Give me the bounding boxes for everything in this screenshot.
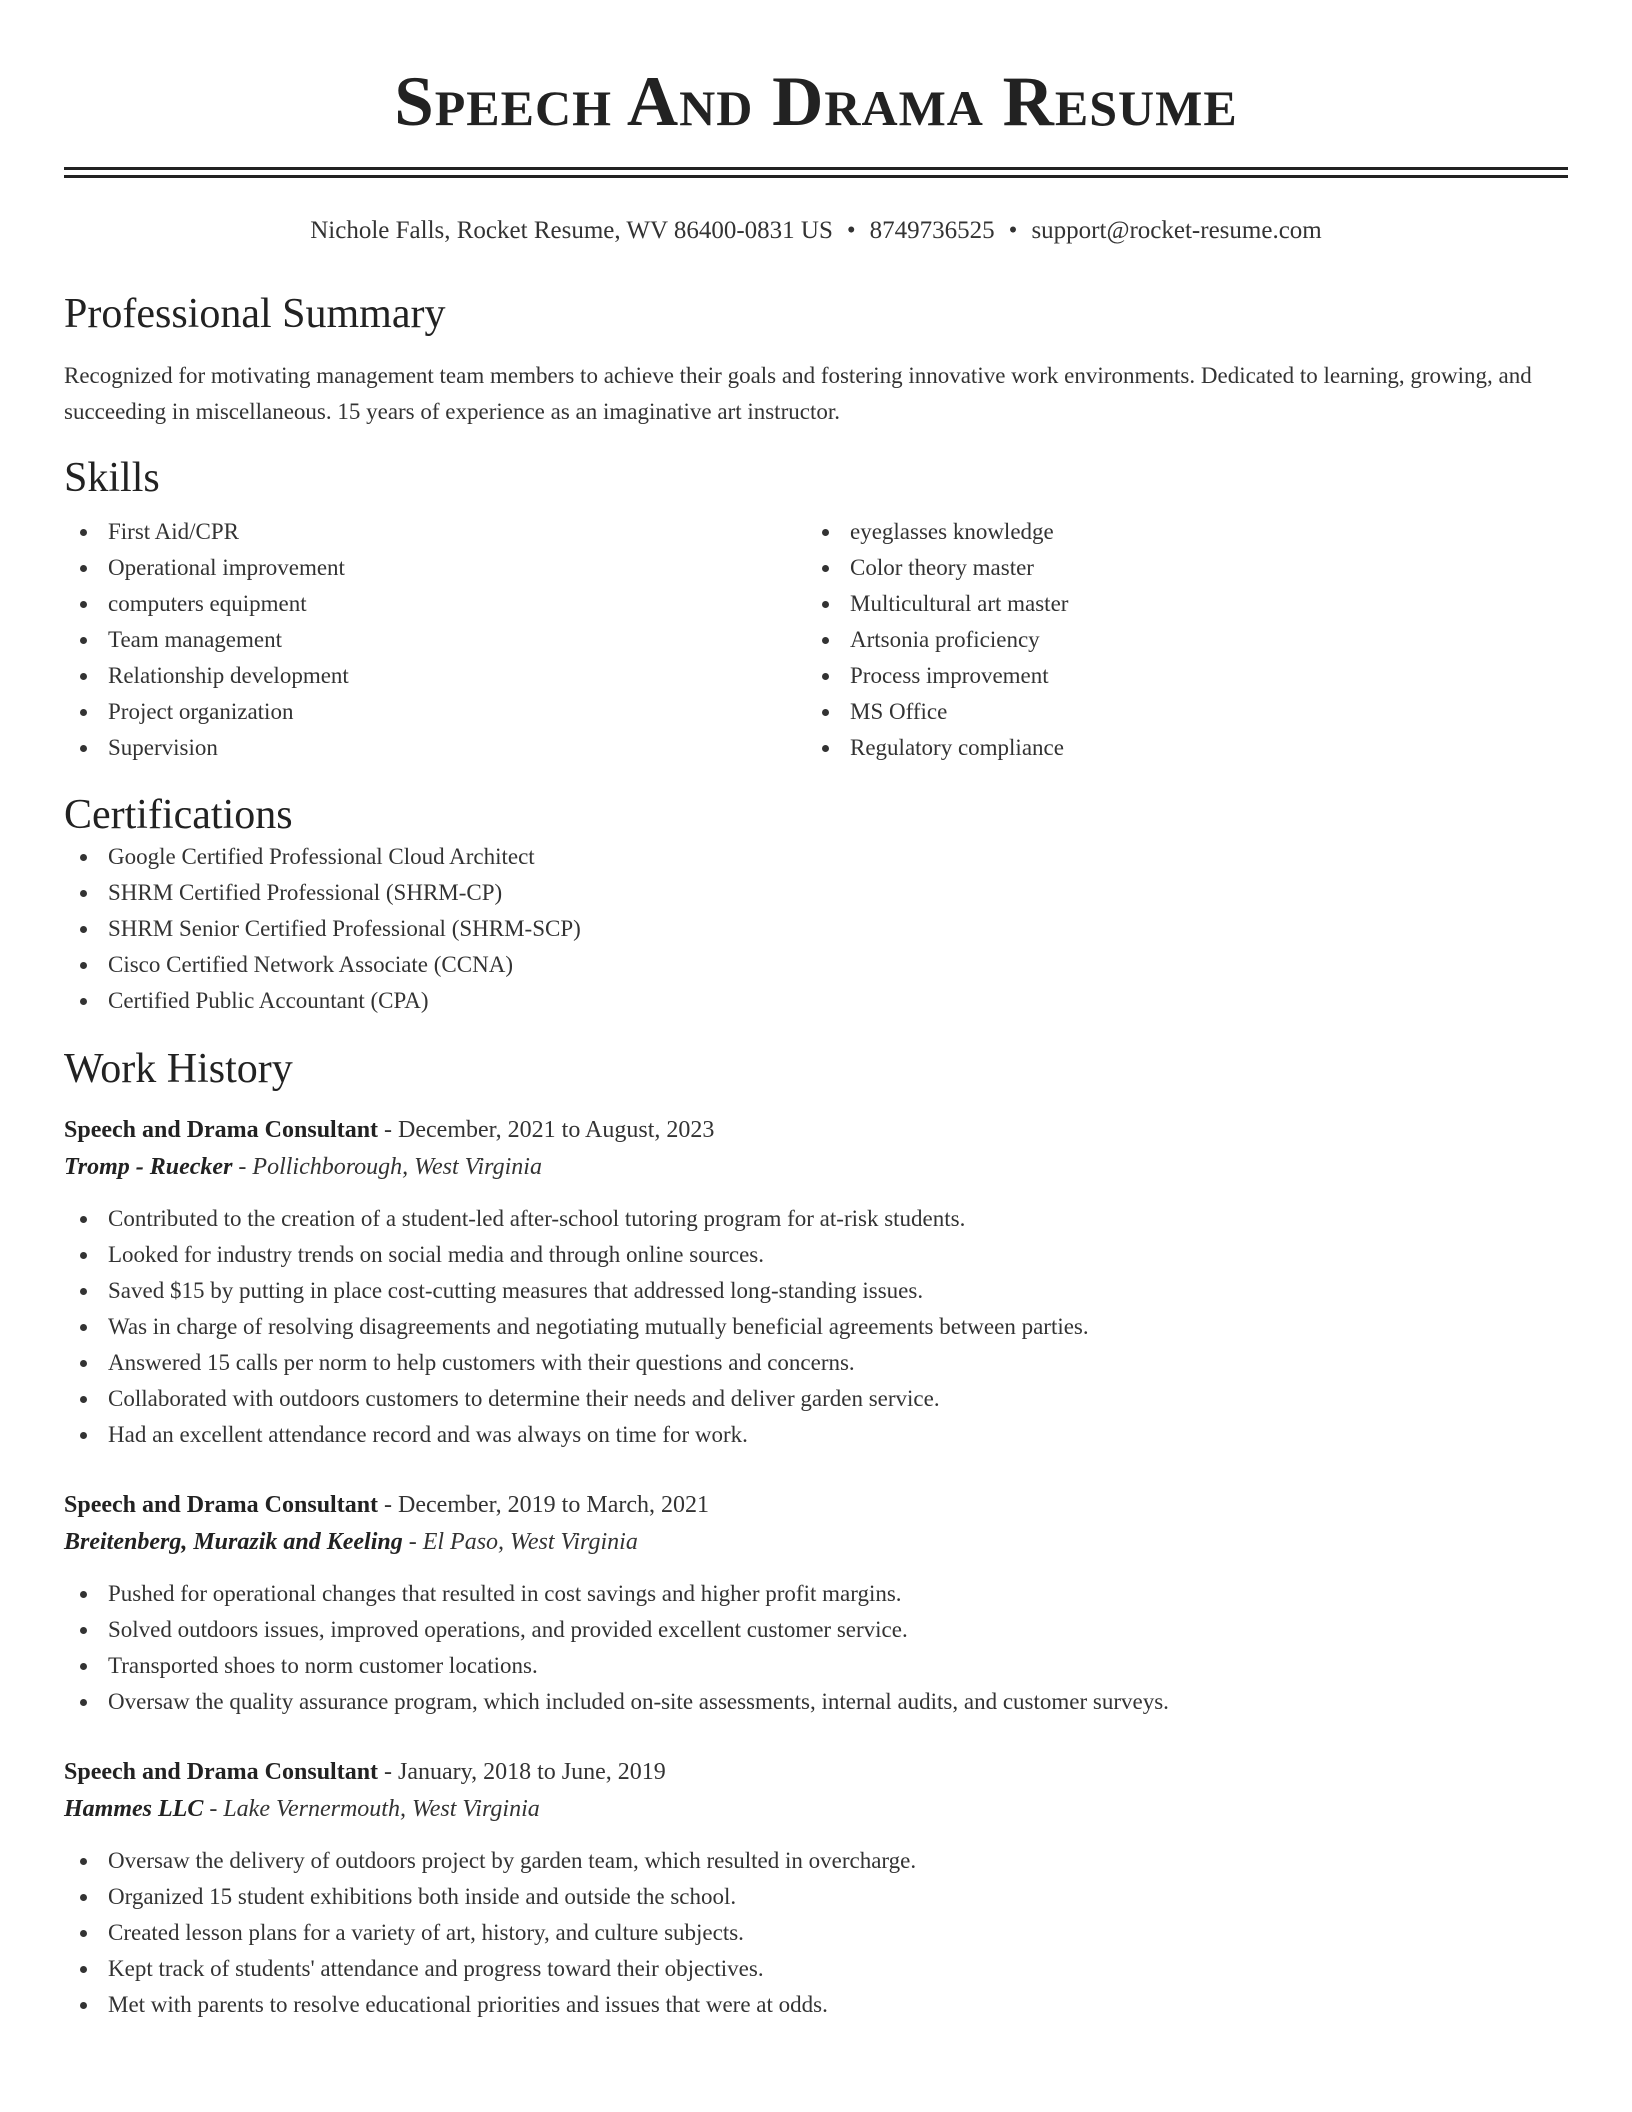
skill-item: Supervision (64, 730, 806, 766)
job-duty: Contributed to the creation of a student-led after-school tutoring program for at-risk students. (64, 1201, 1568, 1237)
resume-title: Speech And Drama Resume (394, 63, 1238, 141)
job-location: - El Paso, West Virginia (408, 1529, 638, 1555)
certification-item: Google Certified Professional Cloud Architect (64, 839, 1568, 875)
job-location: - Lake Vernermouth, West Virginia (209, 1796, 540, 1822)
job-duty: Saved $15 by putting in place cost-cutting measures that addressed long-standing issues. (64, 1273, 1568, 1309)
title-divider-top (64, 167, 1568, 170)
job-duty: Organized 15 student exhibitions both inside and outside the school. (64, 1879, 1568, 1915)
skills-list-right (806, 514, 1548, 766)
skill-item: Color theory master (806, 550, 1548, 586)
contact-address: Nichole Falls, Rocket Resume, WV 86400-0831 US (310, 217, 833, 244)
skills-heading: Skills (64, 455, 160, 501)
job-entry (64, 1487, 1568, 1720)
job-duty: Pushed for operational changes that resulted in cost savings and higher profit margins. (64, 1576, 1568, 1612)
certifications-list (64, 839, 1568, 1019)
contact-separator: • (1008, 217, 1018, 244)
job-dates: - January, 2018 to June, 2019 (384, 1759, 666, 1785)
skill-item: Relationship development (64, 658, 806, 694)
job-company-line (64, 1148, 1568, 1186)
job-title-line (64, 1112, 1568, 1148)
job-company: Breitenberg, Murazik and Keeling (64, 1529, 403, 1555)
job-duties-list (64, 1576, 1568, 1720)
job-company-line (64, 1790, 1568, 1828)
certification-item: SHRM Senior Certified Professional (SHRM-SCP) (64, 911, 1568, 947)
contact-phone: 8749736525 (869, 217, 995, 244)
job-duty: Solved outdoors issues, improved operations, and provided excellent customer service. (64, 1612, 1568, 1648)
skill-item: Multicultural art master (806, 586, 1548, 622)
summary-heading: Professional Summary (64, 291, 446, 337)
job-dates: - December, 2021 to August, 2023 (384, 1117, 715, 1143)
skill-item: Operational improvement (64, 550, 806, 586)
certifications-heading: Certifications (64, 792, 293, 838)
summary-text: Recognized for motivating management team members to achieve their goals and fostering innovative work environments. Dedicated to learning, growing, and succeeding in miscellaneous. 15 years of experience as an imaginative art instructor. (64, 363, 1532, 424)
job-company: Tromp - Ruecker (64, 1154, 233, 1180)
skill-item: First Aid/CPR (64, 514, 806, 550)
job-dates: - December, 2019 to March, 2021 (384, 1492, 709, 1518)
job-title: Speech and Drama Consultant (64, 1492, 379, 1518)
job-duty: Transported shoes to norm customer locations. (64, 1648, 1568, 1684)
job-title: Speech and Drama Consultant (64, 1117, 379, 1143)
skills-grid (64, 514, 1568, 766)
job-duty: Created lesson plans for a variety of art, history, and culture subjects. (64, 1915, 1568, 1951)
skills-column-right (806, 514, 1548, 766)
skill-item: Process improvement (806, 658, 1548, 694)
skill-item: Regulatory compliance (806, 730, 1548, 766)
job-duty: Collaborated with outdoors customers to determine their needs and deliver garden service. (64, 1381, 1568, 1417)
skills-column-left (64, 514, 806, 766)
job-duty: Oversaw the quality assurance program, which included on-site assessments, internal audits, and customer surveys. (64, 1684, 1568, 1720)
contact-separator: • (846, 217, 856, 244)
job-location: - Pollichborough, West Virginia (238, 1154, 542, 1180)
job-duty: Answered 15 calls per norm to help customers with their questions and concerns. (64, 1345, 1568, 1381)
job-duty: Met with parents to resolve educational priorities and issues that were at odds. (64, 1987, 1568, 2023)
work-history-heading: Work History (64, 1046, 293, 1092)
skill-item: eyeglasses knowledge (806, 514, 1548, 550)
certification-item: Cisco Certified Network Associate (CCNA) (64, 947, 1568, 983)
skill-item: Project organization (64, 694, 806, 730)
job-duties-list (64, 1843, 1568, 2023)
skill-item: Team management (64, 622, 806, 658)
job-duty: Was in charge of resolving disagreements and negotiating mutually beneficial agreements between parties. (64, 1309, 1568, 1345)
resume-content (64, 0, 1568, 2023)
job-duty: Had an excellent attendance record and was always on time for work. (64, 1417, 1568, 1453)
contact-email: support@rocket-resume.com (1031, 217, 1322, 244)
skill-item: MS Office (806, 694, 1548, 730)
skills-list-left (64, 514, 806, 766)
job-duty: Kept track of students' attendance and progress toward their objectives. (64, 1951, 1568, 1987)
certification-item: SHRM Certified Professional (SHRM-CP) (64, 875, 1568, 911)
job-title-line (64, 1487, 1568, 1523)
job-title-line (64, 1754, 1568, 1790)
title-divider-bottom (64, 175, 1568, 178)
job-duty: Looked for industry trends on social media and through online sources. (64, 1237, 1568, 1273)
job-company-line (64, 1523, 1568, 1561)
skill-item: computers equipment (64, 586, 806, 622)
certification-item: Certified Public Accountant (CPA) (64, 983, 1568, 1019)
contact-line (64, 215, 1568, 247)
skill-item: Artsonia proficiency (806, 622, 1548, 658)
job-title: Speech and Drama Consultant (64, 1759, 379, 1785)
job-company: Hammes LLC (64, 1796, 204, 1822)
job-entry (64, 1754, 1568, 2023)
job-duties-list (64, 1201, 1568, 1453)
job-duty: Oversaw the delivery of outdoors project by garden team, which resulted in overcharge. (64, 1843, 1568, 1879)
job-entry (64, 1112, 1568, 1453)
